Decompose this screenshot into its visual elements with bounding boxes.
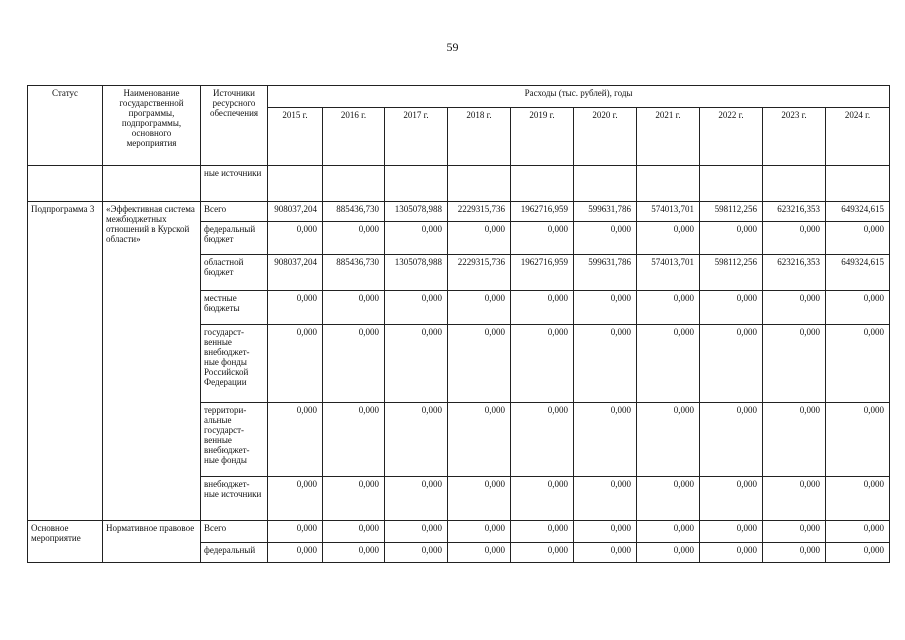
continuation-row [28,166,890,202]
value-cell: 0,000 [268,222,323,255]
name-cell: «Эффективная система межбюджетных отношений в Курской области» [103,202,201,521]
source-cell: ные источники [201,166,268,202]
value-cell: 0,000 [700,291,763,325]
value-cell: 1962716,959 [511,202,574,222]
source-cell: внебюджет-ные источники [201,477,268,521]
value-cell: 0,000 [763,222,826,255]
value-cell: 908037,204 [268,255,323,291]
value-cell: 0,000 [323,477,385,521]
value-cell: 574013,701 [637,255,700,291]
value-cell: 0,000 [268,325,323,403]
source-cell: Всего [201,202,268,222]
header-year: 2017 г. [385,108,448,166]
header-year: 2024 г. [826,108,890,166]
value-cell: 0,000 [574,543,637,563]
source-cell: Всего [201,521,268,543]
value-cell: 0,000 [826,477,890,521]
value-cell: 0,000 [574,521,637,543]
value-cell: 0,000 [700,543,763,563]
value-cell: 649324,615 [826,202,890,222]
value-cell: 0,000 [700,222,763,255]
value-cell: 0,000 [574,403,637,477]
value-cell: 598112,256 [700,255,763,291]
value-cell: 0,000 [700,477,763,521]
header-name: Наименование государственной программы, подпрограммы, основного мероприятия [103,86,201,166]
value-cell: 0,000 [700,521,763,543]
value-cell: 2229315,736 [448,255,511,291]
value-cell: 0,000 [826,222,890,255]
value-cell: 0,000 [448,403,511,477]
value-cell: 0,000 [448,291,511,325]
value-cell: 0,000 [448,325,511,403]
header-sources: Источники ресурсного обеспечения [201,86,268,166]
value-cell: 0,000 [511,325,574,403]
status-cell: Подпрограмма 3 [28,202,103,521]
value-cell: 0,000 [511,543,574,563]
source-cell: областной бюджет [201,255,268,291]
value-cell: 0,000 [385,521,448,543]
value-cell: 0,000 [385,543,448,563]
table-body [28,166,890,563]
value-cell: 0,000 [637,222,700,255]
name-cell: Нормативное правовое [103,521,201,563]
value-cell: 0,000 [826,543,890,563]
value-cell: 0,000 [763,543,826,563]
value-cell: 0,000 [763,325,826,403]
value-cell: 574013,701 [637,202,700,222]
value-cell: 0,000 [268,521,323,543]
value-cell: 0,000 [511,521,574,543]
value-cell: 0,000 [268,477,323,521]
value-cell: 885436,730 [323,255,385,291]
value-cell: 0,000 [574,477,637,521]
value-cell: 0,000 [268,543,323,563]
status-cell: Основное мероприятие [28,521,103,563]
header-year: 2023 г. [763,108,826,166]
expenses-table [27,85,890,563]
header-year: 2015 г. [268,108,323,166]
value-cell: 0,000 [385,222,448,255]
value-cell: 1305078,988 [385,202,448,222]
value-cell: 0,000 [700,325,763,403]
value-cell: 0,000 [323,291,385,325]
value-cell: 0,000 [763,291,826,325]
value-cell: 908037,204 [268,202,323,222]
value-cell: 1962716,959 [511,255,574,291]
value-cell: 0,000 [637,403,700,477]
value-cell: 0,000 [323,325,385,403]
value-cell: 0,000 [385,325,448,403]
value-cell: 0,000 [826,521,890,543]
value-cell: 599631,786 [574,255,637,291]
value-cell: 1305078,988 [385,255,448,291]
value-cell: 0,000 [323,521,385,543]
value-cell: 0,000 [323,403,385,477]
value-cell: 0,000 [511,291,574,325]
value-cell: 0,000 [323,222,385,255]
value-cell: 599631,786 [574,202,637,222]
header-year: 2021 г. [637,108,700,166]
value-cell: 0,000 [637,521,700,543]
value-cell: 885436,730 [323,202,385,222]
table-row [28,202,890,222]
header-year: 2018 г. [448,108,511,166]
source-cell: государст-венные внебюджет-ные фонды Российской Федерации [201,325,268,403]
value-cell: 0,000 [268,403,323,477]
value-cell: 0,000 [763,477,826,521]
value-cell: 0,000 [763,403,826,477]
value-cell: 0,000 [574,325,637,403]
value-cell: 0,000 [826,291,890,325]
header-year: 2016 г. [323,108,385,166]
value-cell: 623216,353 [763,202,826,222]
value-cell: 0,000 [826,403,890,477]
value-cell: 0,000 [574,222,637,255]
value-cell: 0,000 [385,403,448,477]
value-cell: 0,000 [268,291,323,325]
header-year: 2022 г. [700,108,763,166]
value-cell: 0,000 [448,543,511,563]
value-cell: 2229315,736 [448,202,511,222]
value-cell: 0,000 [448,477,511,521]
page-number: 59 [446,40,459,54]
value-cell: 0,000 [385,291,448,325]
value-cell: 0,000 [448,521,511,543]
value-cell: 0,000 [511,403,574,477]
value-cell: 0,000 [763,521,826,543]
value-cell: 0,000 [637,291,700,325]
value-cell: 0,000 [637,543,700,563]
value-cell: 0,000 [700,403,763,477]
source-cell: федеральный бюджет [201,222,268,255]
value-cell: 0,000 [511,222,574,255]
source-cell: территори-альные государст-венные внебюджет-ные фонды [201,403,268,477]
value-cell: 649324,615 [826,255,890,291]
header-year: 2019 г. [511,108,574,166]
header-status: Статус [28,86,103,166]
table-row [28,521,890,543]
value-cell: 0,000 [826,325,890,403]
source-cell: федеральный [201,543,268,563]
header-expenses: Расходы (тыс. рублей), годы [268,86,890,108]
header-year: 2020 г. [574,108,637,166]
value-cell: 0,000 [385,477,448,521]
value-cell: 0,000 [448,222,511,255]
value-cell: 0,000 [637,325,700,403]
value-cell: 598112,256 [700,202,763,222]
value-cell: 0,000 [574,291,637,325]
value-cell: 0,000 [323,543,385,563]
value-cell: 623216,353 [763,255,826,291]
value-cell: 0,000 [511,477,574,521]
value-cell: 0,000 [637,477,700,521]
source-cell: местные бюджеты [201,291,268,325]
